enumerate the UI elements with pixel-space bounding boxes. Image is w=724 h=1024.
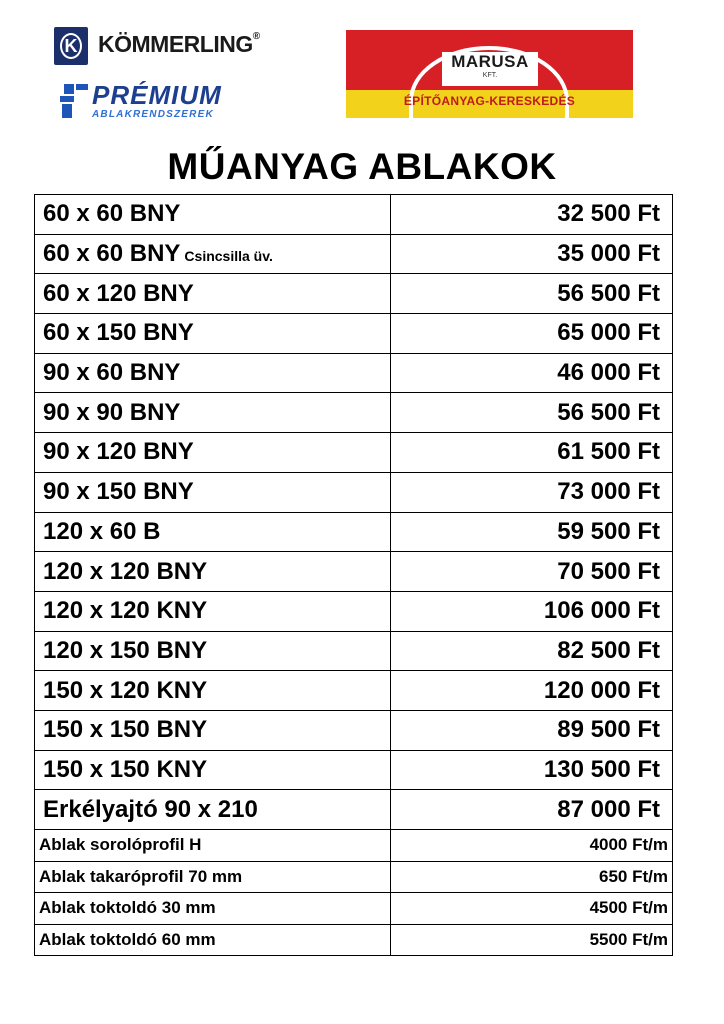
marusa-kft: KFT. xyxy=(482,72,498,79)
premium-subtitle: ABLAKRENDSZEREK xyxy=(92,109,214,120)
table-row xyxy=(35,631,673,671)
table-row xyxy=(35,512,673,552)
accessory-price: 4000 Ft/m xyxy=(391,830,673,862)
table-row xyxy=(35,274,673,314)
premium-bars-icon xyxy=(60,84,90,118)
accessory-price: 4500 Ft/m xyxy=(391,893,673,925)
item-name: 150 x 120 KNY xyxy=(35,671,391,711)
item-name: 90 x 120 BNY xyxy=(35,433,391,473)
item-price: 59 500 Ft xyxy=(391,512,673,552)
table-row xyxy=(35,790,673,830)
item-price: 35 000 Ft xyxy=(391,234,673,274)
item-name: 90 x 150 BNY xyxy=(35,472,391,512)
table-row xyxy=(35,552,673,592)
item-price: 87 000 Ft xyxy=(391,790,673,830)
item-name: 120 x 150 BNY xyxy=(35,631,391,671)
item-name: 90 x 90 BNY xyxy=(35,393,391,433)
table-row xyxy=(35,750,673,790)
table-row xyxy=(35,472,673,512)
table-row xyxy=(35,314,673,354)
item-price: 82 500 Ft xyxy=(391,631,673,671)
accessory-name: Ablak sorolóprofil H xyxy=(35,830,391,862)
premium-wordmark: PRÉMIUM xyxy=(92,80,222,110)
item-name: 60 x 120 BNY xyxy=(35,274,391,314)
marusa-wordmark: MARUSA xyxy=(451,52,529,71)
table-row xyxy=(35,433,673,473)
item-name: 150 x 150 KNY xyxy=(35,750,391,790)
table-row xyxy=(35,234,673,274)
item-price: 120 000 Ft xyxy=(391,671,673,711)
item-price: 70 500 Ft xyxy=(391,552,673,592)
table-row xyxy=(35,591,673,631)
item-price: 106 000 Ft xyxy=(391,591,673,631)
table-row xyxy=(35,830,673,862)
page-title: MŰANYAG ABLAKOK xyxy=(167,146,557,187)
accessory-price: 5500 Ft/m xyxy=(391,924,673,956)
item-price: 56 500 Ft xyxy=(391,274,673,314)
item-price: 89 500 Ft xyxy=(391,710,673,750)
item-name: 60 x 60 BNY xyxy=(35,195,391,235)
accessory-name: Ablak takaróprofil 70 mm xyxy=(35,861,391,893)
accessory-price: 650 Ft/m xyxy=(391,861,673,893)
table-row xyxy=(35,671,673,711)
price-table xyxy=(34,194,673,956)
item-price: 46 000 Ft xyxy=(391,353,673,393)
item-name: 120 x 120 KNY xyxy=(35,591,391,631)
premium-logo xyxy=(60,82,250,126)
table-row xyxy=(35,710,673,750)
table-row xyxy=(35,393,673,433)
item-price: 130 500 Ft xyxy=(391,750,673,790)
item-price: 61 500 Ft xyxy=(391,433,673,473)
item-name: 120 x 60 B xyxy=(35,512,391,552)
kommerling-logo xyxy=(54,27,260,69)
item-price: 56 500 Ft xyxy=(391,393,673,433)
item-price: 32 500 Ft xyxy=(391,195,673,235)
item-name: 60 x 150 BNY xyxy=(35,314,391,354)
table-row xyxy=(35,195,673,235)
table-row xyxy=(35,893,673,925)
accessory-name: Ablak toktoldó 60 mm xyxy=(35,924,391,956)
item-name: 90 x 60 BNY xyxy=(35,353,391,393)
item-price: 73 000 Ft xyxy=(391,472,673,512)
kommerling-wordmark: KÖMMERLING® xyxy=(98,31,260,57)
table-row xyxy=(35,924,673,956)
kommerling-k-icon: K xyxy=(54,27,88,65)
accessory-name: Ablak toktoldó 30 mm xyxy=(35,893,391,925)
table-row xyxy=(35,353,673,393)
item-name: Erkélyajtó 90 x 210 xyxy=(35,790,391,830)
item-name: 120 x 120 BNY xyxy=(35,552,391,592)
item-name xyxy=(35,234,391,274)
table-row xyxy=(35,861,673,893)
marusa-logo xyxy=(346,30,633,118)
item-price: 65 000 Ft xyxy=(391,314,673,354)
item-name: 150 x 150 BNY xyxy=(35,710,391,750)
marusa-subtitle: ÉPÍTŐANYAG-KERESKEDÉS xyxy=(403,94,576,108)
item-name-note: Csincsilla üv. xyxy=(184,248,273,265)
item-name-text: 60 x 60 BNY xyxy=(43,240,181,268)
